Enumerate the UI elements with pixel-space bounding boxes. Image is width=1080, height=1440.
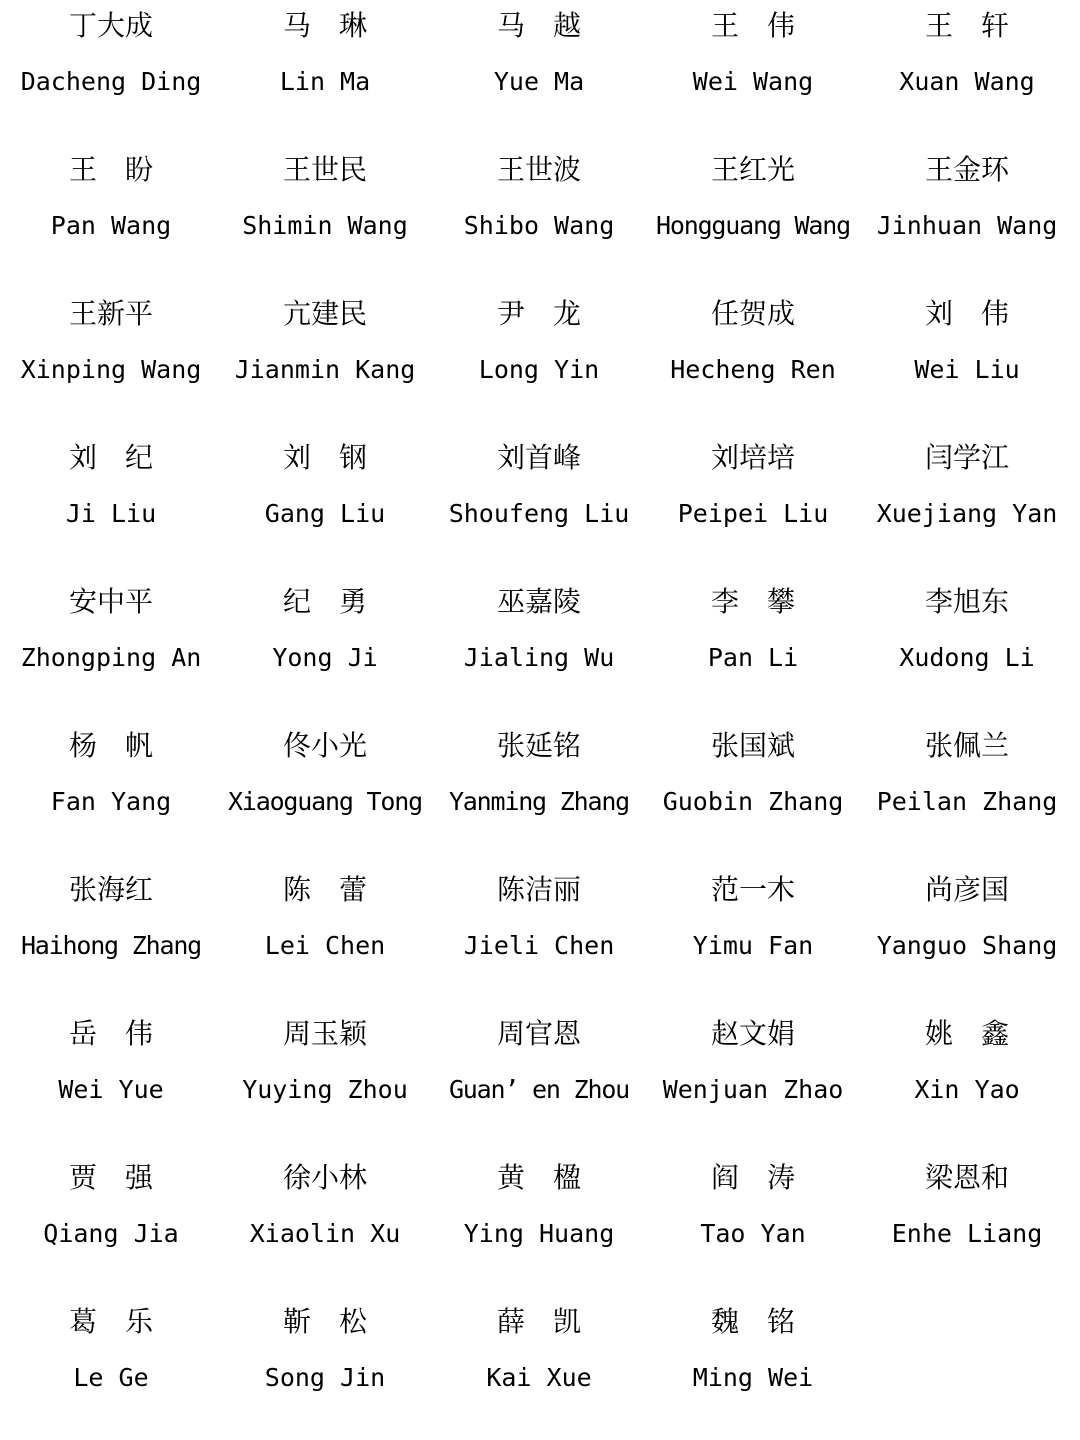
pinyin-name: Jinhuan Wang [876, 211, 1058, 240]
pinyin-name: Jianmin Kang [234, 355, 416, 384]
name-entry [4, 144, 218, 288]
pinyin-name: Hongguang Wang [656, 211, 850, 240]
pinyin-name: Pan Wang [50, 211, 172, 240]
pinyin-name: Xiaolin Xu [249, 1219, 401, 1248]
name-entry [646, 864, 860, 1008]
pinyin-name: Ying Huang [463, 1219, 615, 1248]
name-entry [646, 1008, 860, 1152]
name-entry [4, 576, 218, 720]
chinese-name: 张佩兰 [924, 729, 1009, 762]
chinese-name: 尚彦国 [924, 873, 1009, 906]
chinese-name: 刘 钢 [282, 441, 367, 474]
pinyin-name: Guan’ en Zhou [448, 1075, 630, 1104]
name-entry [860, 1152, 1074, 1296]
name-entry [432, 1008, 646, 1152]
name-entry [860, 576, 1074, 720]
chinese-name: 梁恩和 [924, 1161, 1009, 1194]
pinyin-name: Qiang Jia [43, 1219, 179, 1248]
name-entry [4, 432, 218, 576]
chinese-name: 王 盼 [68, 153, 153, 186]
name-entry [646, 1152, 860, 1296]
pinyin-name: Tao Yan [700, 1219, 806, 1248]
pinyin-name: Zhongping An [20, 643, 202, 672]
pinyin-name: Xuan Wang [899, 67, 1035, 96]
pinyin-name: Wei Liu [914, 355, 1020, 384]
pinyin-name: Yong Ji [272, 643, 378, 672]
name-entry [218, 288, 432, 432]
name-entry [218, 576, 432, 720]
pinyin-name: Wei Yue [58, 1075, 164, 1104]
pinyin-name: Xuejiang Yan [876, 499, 1058, 528]
chinese-name: 刘培培 [710, 441, 795, 474]
pinyin-name: Xiaoguang Tong [228, 787, 422, 816]
chinese-name: 王世波 [496, 153, 581, 186]
chinese-name: 周玉颖 [282, 1017, 367, 1050]
name-entry [218, 720, 432, 864]
name-entry [860, 720, 1074, 864]
name-entry [218, 0, 432, 144]
chinese-name: 张国斌 [710, 729, 795, 762]
name-entry [218, 1008, 432, 1152]
pinyin-name: Le Ge [73, 1363, 149, 1392]
chinese-name: 刘首峰 [496, 441, 581, 474]
pinyin-name: Xudong Li [899, 643, 1035, 672]
name-entry [4, 1152, 218, 1296]
name-entry [860, 0, 1074, 144]
chinese-name: 马 越 [496, 9, 581, 42]
chinese-name: 王 伟 [710, 9, 795, 42]
pinyin-name: Jialing Wu [463, 643, 615, 672]
chinese-name: 魏 铭 [710, 1305, 795, 1338]
name-entry [4, 0, 218, 144]
name-entry [4, 1296, 218, 1440]
chinese-name: 刘 纪 [68, 441, 153, 474]
chinese-name: 纪 勇 [282, 585, 367, 618]
pinyin-name: Jieli Chen [463, 931, 615, 960]
chinese-name: 靳 松 [282, 1305, 367, 1338]
pinyin-name: Ji Liu [65, 499, 157, 528]
pinyin-name: Hecheng Ren [670, 355, 836, 384]
chinese-name: 李 攀 [710, 585, 795, 618]
name-entry [218, 432, 432, 576]
name-entry [646, 144, 860, 288]
chinese-name: 亢建民 [282, 297, 367, 330]
name-entry [218, 864, 432, 1008]
pinyin-name: Wenjuan Zhao [662, 1075, 844, 1104]
name-entry [646, 576, 860, 720]
name-entry [646, 1296, 860, 1440]
chinese-name: 王 轩 [924, 9, 1009, 42]
chinese-name: 刘 伟 [924, 297, 1009, 330]
name-entry [432, 1296, 646, 1440]
name-entry [432, 576, 646, 720]
pinyin-name: Haihong Zhang [20, 931, 202, 960]
name-entry [646, 0, 860, 144]
pinyin-name: Xinping Wang [20, 355, 202, 384]
chinese-name: 尹 龙 [496, 297, 581, 330]
name-entry [218, 1296, 432, 1440]
chinese-name: 任贺成 [710, 297, 795, 330]
name-entry [4, 1008, 218, 1152]
pinyin-name: Guobin Zhang [662, 787, 844, 816]
chinese-name: 王红光 [710, 153, 795, 186]
chinese-name: 范一木 [710, 873, 795, 906]
chinese-name: 黄 楹 [496, 1161, 581, 1194]
chinese-name: 杨 帆 [68, 729, 153, 762]
pinyin-name: Wei Wang [692, 67, 814, 96]
chinese-name: 安中平 [68, 585, 153, 618]
pinyin-name: Ming Wei [692, 1363, 814, 1392]
pinyin-name: Yue Ma [493, 67, 585, 96]
chinese-name: 王新平 [68, 297, 153, 330]
chinese-name: 佟小光 [282, 729, 367, 762]
name-entry [646, 720, 860, 864]
pinyin-name: Pan Li [707, 643, 799, 672]
pinyin-name: Kai Xue [486, 1363, 592, 1392]
pinyin-name: Yimu Fan [692, 931, 814, 960]
chinese-name: 葛 乐 [68, 1305, 153, 1338]
pinyin-name: Shibo Wang [463, 211, 615, 240]
chinese-name: 张延铭 [496, 729, 581, 762]
pinyin-name: Yanming Zhang [448, 787, 630, 816]
pinyin-name: Song Jin [264, 1363, 386, 1392]
chinese-name: 姚 鑫 [924, 1017, 1009, 1050]
pinyin-name: Lei Chen [264, 931, 386, 960]
name-entry [646, 432, 860, 576]
name-entry [860, 1008, 1074, 1152]
pinyin-name: Peilan Zhang [876, 787, 1058, 816]
pinyin-name: Yuying Zhou [242, 1075, 408, 1104]
name-entry [4, 864, 218, 1008]
pinyin-name: Long Yin [478, 355, 600, 384]
chinese-name: 巫嘉陵 [496, 585, 581, 618]
chinese-name: 阎 涛 [710, 1161, 795, 1194]
name-entry [432, 288, 646, 432]
name-entry [432, 1152, 646, 1296]
chinese-name: 李旭东 [924, 585, 1009, 618]
chinese-name: 张海红 [68, 873, 153, 906]
chinese-name: 陈洁丽 [496, 873, 581, 906]
name-entry [4, 288, 218, 432]
pinyin-name: Peipei Liu [677, 499, 829, 528]
chinese-name: 薛 凯 [496, 1305, 581, 1338]
pinyin-name: Shoufeng Liu [448, 499, 630, 528]
name-entry [646, 288, 860, 432]
name-entry [432, 864, 646, 1008]
chinese-name: 周官恩 [496, 1017, 581, 1050]
pinyin-name: Xin Yao [914, 1075, 1020, 1104]
pinyin-name: Lin Ma [279, 67, 371, 96]
name-entry [218, 1152, 432, 1296]
name-entry [218, 144, 432, 288]
name-entry [4, 720, 218, 864]
name-entry [860, 432, 1074, 576]
name-entry [860, 144, 1074, 288]
name-grid [4, 0, 1074, 1440]
chinese-name: 闫学江 [924, 441, 1009, 474]
name-entry [860, 864, 1074, 1008]
pinyin-name: Gang Liu [264, 499, 386, 528]
chinese-name: 贾 强 [68, 1161, 153, 1194]
pinyin-name: Yanguo Shang [876, 931, 1058, 960]
pinyin-name: Fan Yang [50, 787, 172, 816]
chinese-name: 陈 蕾 [282, 873, 367, 906]
name-entry [432, 144, 646, 288]
chinese-name: 徐小林 [282, 1161, 367, 1194]
chinese-name: 王世民 [282, 153, 367, 186]
chinese-name: 王金环 [924, 153, 1009, 186]
name-entry [860, 288, 1074, 432]
pinyin-name: Shimin Wang [242, 211, 408, 240]
name-entry [432, 0, 646, 144]
name-entry [432, 432, 646, 576]
pinyin-name: Dacheng Ding [20, 67, 202, 96]
chinese-name: 岳 伟 [68, 1017, 153, 1050]
chinese-name: 赵文娟 [710, 1017, 795, 1050]
chinese-name: 马 琳 [282, 9, 367, 42]
name-entry [432, 720, 646, 864]
pinyin-name: Enhe Liang [891, 1219, 1043, 1248]
chinese-name: 丁大成 [68, 9, 153, 42]
